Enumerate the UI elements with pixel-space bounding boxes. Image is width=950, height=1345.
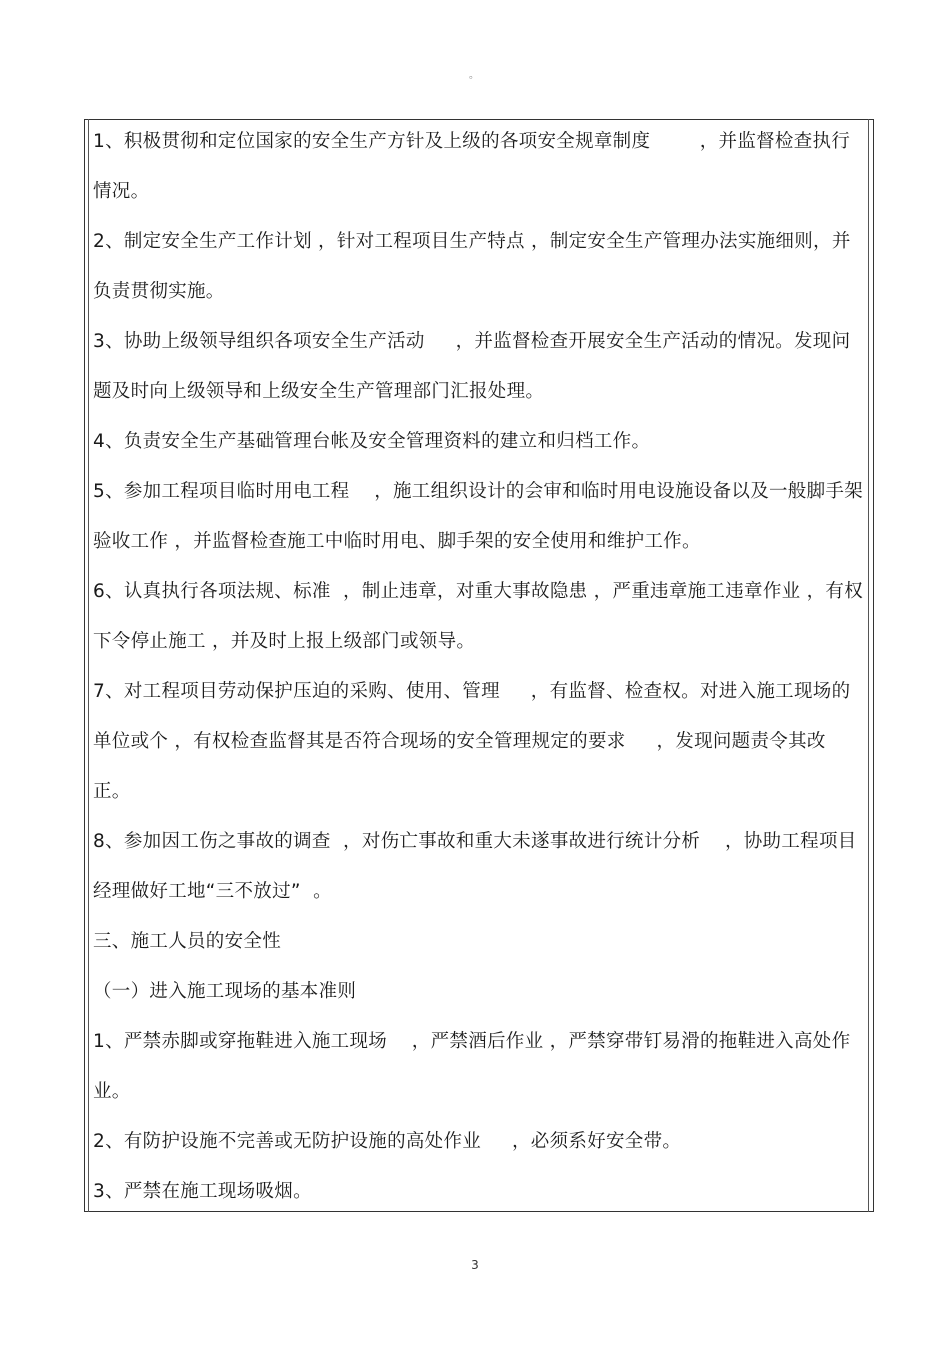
paragraph: 4、负责安全生产基础管理台帐及安全管理资料的建立和归档工作。 bbox=[93, 431, 651, 452]
paragraph: 2、有防护设施不完善或无防护设施的高处作业 ，必须系好安全带。 bbox=[93, 1131, 682, 1152]
paragraph: 1、积极贯彻和定位国家的安全生产方针及上级的各项安全规章制度 ，并监督检查执行情况。 bbox=[93, 131, 851, 202]
table-inner-right-line bbox=[868, 119, 869, 1212]
section-heading: 三、施工人员的安全性 bbox=[93, 931, 282, 952]
paragraph: 1、严禁赤脚或穿拖鞋进入施工现场 ，严禁酒后作业 ，严禁穿带钉易滑的拖鞋进入高处作业。 bbox=[93, 1031, 851, 1102]
paragraph: 7、对工程项目劳动保护压迫的采购、使用、管理 ，有监督、检查权。对进入施工现场的单位或个 ，有权检查监督其是否符合现场的安全管理规定的要求 ，发现问题责令其改正。 bbox=[93, 681, 851, 802]
table-inner-left-line bbox=[88, 119, 89, 1212]
page-number: 3 bbox=[471, 1258, 479, 1272]
document-body bbox=[93, 117, 863, 1217]
paragraph: 3、严禁在施工现场吸烟。 bbox=[93, 1181, 312, 1202]
paragraph: 5、参加工程项目临时用电工程 ，施工组织设计的会审和临时用电设施设备以及一般脚手架验收工作 ，并监督检查施工中临时用电、脚手架的安全使用和维护工作。 bbox=[93, 481, 863, 552]
paragraph: 8、参加因工伤之事故的调查 ，对伤亡事故和重大未遂事故进行统计分析 ，协助工程项目经理做好工地“三不放过” 。 bbox=[93, 831, 857, 902]
top-mark: 。 bbox=[469, 70, 479, 81]
paragraph: 6、认真执行各项法规、标准 ，制止违章，对重大事故隐患 ，严重违章施工违章作业 ，有权下令停止施工 ，并及时上报上级部门或领导。 bbox=[93, 581, 863, 652]
paragraph: 3、协助上级领导组织各项安全生产活动 ，并监督检查开展安全生产活动的情况。发现问题及时向上级领导和上级安全生产管理部门汇报处理。 bbox=[93, 331, 851, 402]
paragraph: 2、制定安全生产工作计划 ，针对工程项目生产特点 ，制定安全生产管理办法实施细则，并负责贯彻实施。 bbox=[93, 231, 851, 302]
subsection-heading: （一）进入施工现场的基本准则 bbox=[93, 981, 357, 1002]
